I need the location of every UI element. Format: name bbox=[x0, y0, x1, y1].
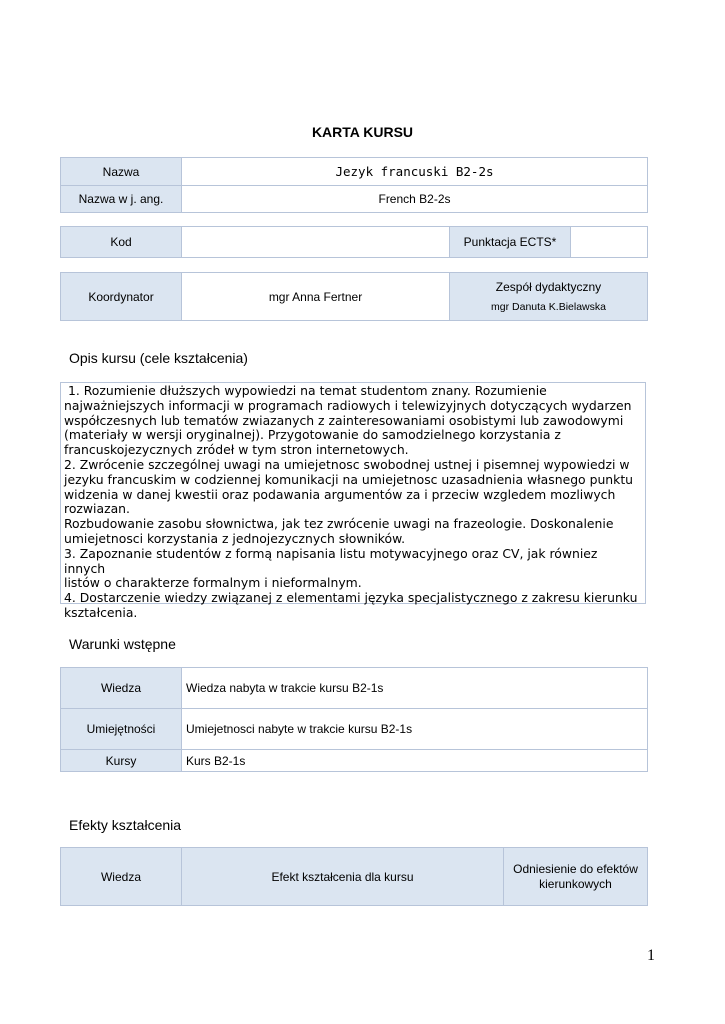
outcomes-table bbox=[60, 847, 648, 906]
course-name-label: Nazwa bbox=[61, 158, 182, 186]
outcomes-heading: Efekty kształcenia bbox=[69, 817, 182, 833]
code-table bbox=[60, 226, 648, 258]
coordinator-table bbox=[60, 272, 648, 321]
outcomes-col-reference: Odniesienie do efektów kierunkowych bbox=[504, 848, 648, 906]
team-cell bbox=[450, 273, 648, 321]
coordinator-label: Koordynator bbox=[61, 273, 182, 321]
description-line: listów o charakterze formalnym i nieformalnym. bbox=[64, 575, 362, 591]
prereq-skills-label: Umiejętności bbox=[61, 709, 182, 750]
page-title: KARTA KURSU bbox=[311, 124, 414, 140]
course-name-en-label: Nazwa w j. ang. bbox=[61, 186, 182, 213]
prerequisites-table bbox=[60, 667, 648, 772]
prereq-knowledge-label: Wiedza bbox=[61, 668, 182, 709]
description-line: francuskojezycznych zródeł w tym stron internetowych. bbox=[64, 442, 409, 458]
course-description bbox=[60, 382, 646, 620]
prereq-knowledge-value: Wiedza nabyta w trakcie kursu B2-1s bbox=[182, 668, 648, 709]
outcomes-col-effect: Efekt kształcenia dla kursu bbox=[182, 848, 504, 906]
code-label: Kod bbox=[61, 227, 182, 258]
outcomes-col-knowledge: Wiedza bbox=[61, 848, 182, 906]
description-line: Rozbudowanie zasobu słownictwa, jak tez zwrócenie uwagi na frazeologie. Doskonalenie bbox=[64, 516, 614, 532]
description-line: 3. Zapoznanie studentów z formą napisania listu motywacyjnego oraz CV, jak równiez innych bbox=[64, 545, 598, 576]
prerequisites-heading: Warunki wstępne bbox=[69, 636, 176, 652]
ects-label: Punktacja ECTS* bbox=[450, 227, 571, 258]
description-line: (materiały w wersji oryginalnej). Przygotowanie do samodzielnego korzystania z bbox=[64, 427, 561, 443]
description-line: kształcenia. bbox=[64, 604, 138, 620]
description-line: 2. Zwrócenie szczególnej uwagi na umiejetnosc swobodnej ustnej i pisemnej wypowiedzi w bbox=[64, 456, 630, 472]
course-name-value: Jezyk francuski B2-2s bbox=[182, 158, 648, 186]
prereq-courses-value: Kurs B2-1s bbox=[182, 750, 648, 772]
description-line: współczesnych lub tematów zwiazanych z zainteresowaniami osobistymi lub zawodowymi bbox=[64, 412, 624, 428]
description-heading: Opis kursu (cele kształcenia) bbox=[69, 350, 248, 366]
description-line: 1. Rozumienie dłuższych wypowiedzi na temat studentom znany. Rozumienie bbox=[64, 383, 547, 398]
course-name-en-value: French B2-2s bbox=[182, 186, 648, 213]
team-value: mgr Danuta K.Bielawska bbox=[491, 300, 606, 313]
coordinator-value: mgr Anna Fertner bbox=[182, 273, 450, 321]
description-line: rozwiazan. bbox=[64, 501, 130, 517]
team-label: Zespół dydaktyczny bbox=[495, 279, 602, 294]
description-line: 4. Dostarczenie wiedzy związanej z elementami języka specjalistycznego z zakresu kierunku bbox=[64, 590, 638, 606]
course-name-table bbox=[60, 157, 648, 213]
code-value bbox=[182, 227, 450, 258]
description-line: widzenia w danej kwestii oraz podawania argumentów za i przeciw wzgledem mozliwych bbox=[64, 486, 616, 502]
page-number: 1 bbox=[647, 947, 655, 964]
description-line: najważniejszych informacji w programach radiowych i telewizyjnych dotyczących wydarzen bbox=[64, 397, 632, 413]
description-line: jezyku francuskim w codziennej komunikacji na umiejetnosc uzasadnienia własnego punktu bbox=[64, 471, 634, 487]
prereq-skills-value: Umiejetnosci nabyte w trakcie kursu B2-1s bbox=[182, 709, 648, 750]
ects-value bbox=[571, 227, 648, 258]
description-line: umiejetnosci korzystania z jednojezycznych słowników. bbox=[64, 530, 406, 546]
prereq-courses-label: Kursy bbox=[61, 750, 182, 772]
